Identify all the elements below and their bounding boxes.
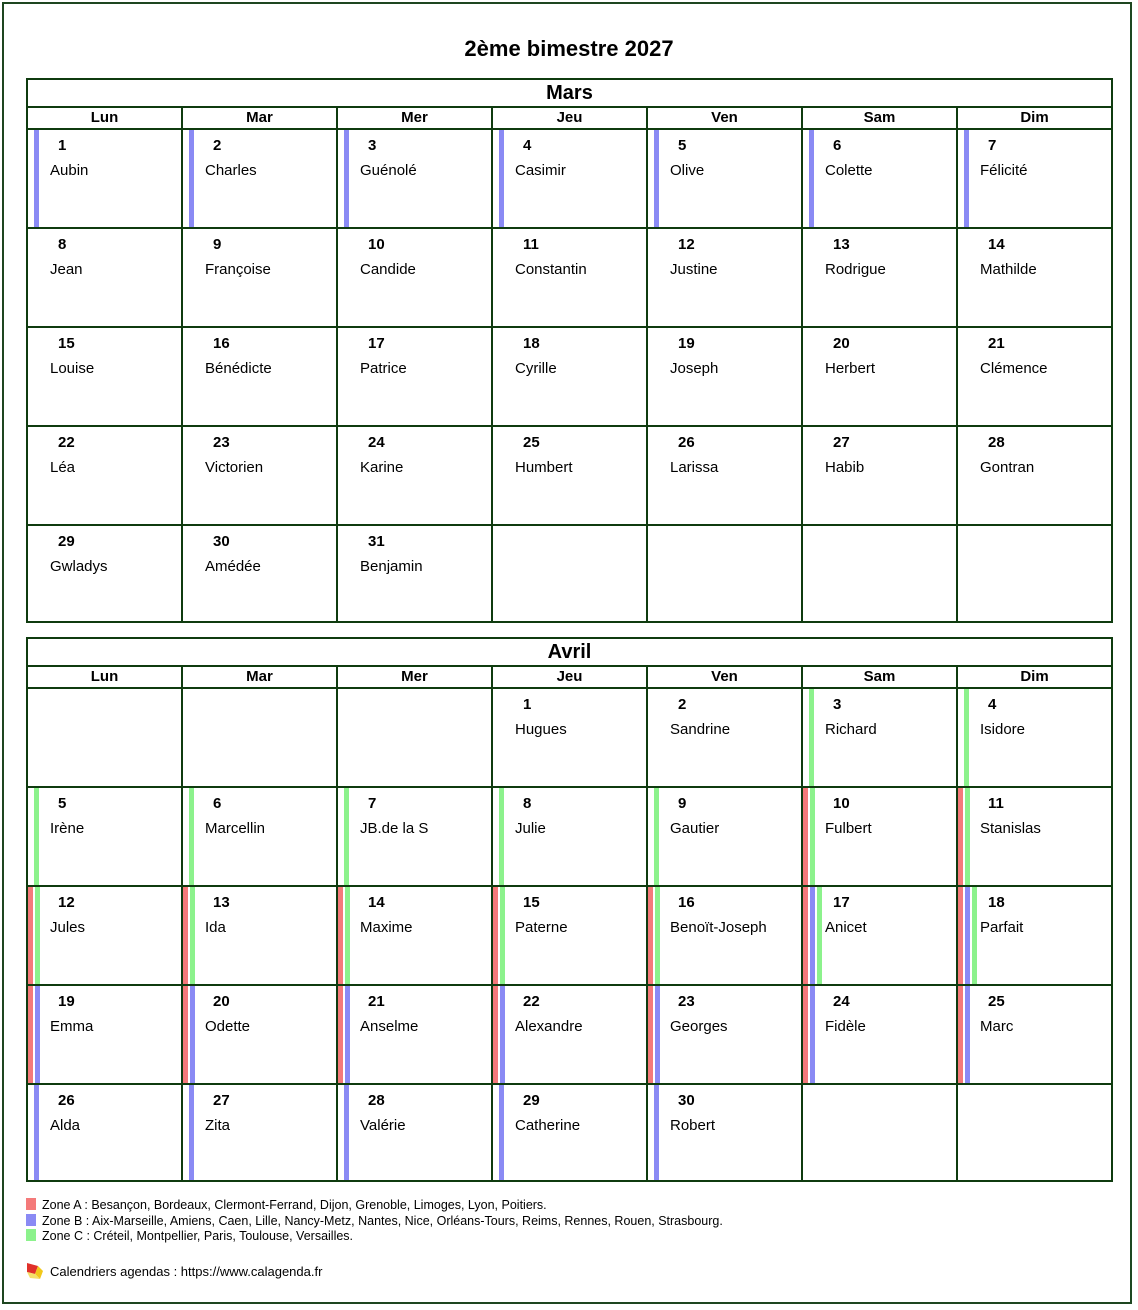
zone-c-holiday-bar (655, 887, 660, 984)
legend-text: Zone A : Besançon, Bordeaux, Clermont-Ferrand, Dijon, Grenoble, Limoges, Lyon, Poitiers. (42, 1198, 547, 1212)
zone-a-holiday-bar (958, 986, 963, 1083)
zone-b-holiday-bar (655, 986, 660, 1083)
day-cell (338, 526, 493, 621)
week-row (28, 526, 1111, 621)
footer (26, 1262, 322, 1280)
empty-day-cell (183, 689, 338, 786)
weekday-header: Sam (803, 667, 958, 687)
day-number: 8 (523, 795, 532, 812)
saint-name: Patrice (360, 360, 407, 377)
day-cell (28, 788, 183, 885)
day-number: 14 (988, 236, 1005, 253)
empty-day-cell (28, 689, 183, 786)
saint-name: Gwladys (50, 558, 108, 575)
zone-a-holiday-bar (493, 887, 498, 984)
day-number: 13 (833, 236, 850, 253)
day-number: 29 (523, 1092, 540, 1109)
week-row (28, 689, 1111, 788)
saint-name: Marcellin (205, 820, 266, 837)
saint-name: Fulbert (825, 820, 872, 837)
zone-c-holiday-bar (189, 788, 194, 885)
zone-b-holiday-bar (965, 887, 970, 984)
day-cell (183, 986, 338, 1083)
day-number: 18 (988, 894, 1005, 911)
saint-name: Justine (670, 261, 718, 278)
day-cell (803, 130, 958, 227)
day-cell (183, 328, 338, 425)
day-cell (338, 887, 493, 984)
zone-c-holiday-bar (964, 689, 969, 786)
day-cell (183, 229, 338, 326)
day-cell (803, 427, 958, 524)
zone-a-holiday-bar (803, 788, 808, 885)
month-name: Avril (28, 639, 1111, 667)
saint-name: Parfait (980, 919, 1024, 936)
weekday-header: Jeu (493, 108, 648, 128)
day-number: 17 (833, 894, 850, 911)
saint-name: Sandrine (670, 721, 731, 738)
day-cell (803, 229, 958, 326)
empty-day-cell (958, 1085, 1111, 1180)
saint-name: Zita (205, 1117, 231, 1134)
week-row (28, 229, 1111, 328)
day-number: 11 (988, 795, 1004, 812)
saint-name: Marc (980, 1018, 1014, 1035)
saint-name: Françoise (205, 261, 271, 278)
zone-b-holiday-bar (499, 130, 504, 227)
weekday-header: Ven (648, 667, 803, 687)
zone-a-holiday-bar (338, 986, 343, 1083)
day-cell (493, 328, 648, 425)
day-number: 5 (678, 137, 687, 154)
day-cell (648, 788, 803, 885)
saint-name: Félicité (980, 162, 1028, 179)
legend-item (26, 1198, 547, 1212)
day-number: 10 (368, 236, 385, 253)
day-number: 31 (368, 533, 385, 550)
day-number: 10 (833, 795, 850, 812)
legend-item (26, 1229, 353, 1243)
day-number: 26 (58, 1092, 75, 1109)
day-cell (28, 427, 183, 524)
day-number: 2 (213, 137, 222, 154)
zone-b-holiday-bar (810, 887, 815, 984)
saint-name: Casimir (515, 162, 566, 179)
day-cell (958, 986, 1111, 1083)
saint-name: Gautier (670, 820, 720, 837)
footer-text: Calendriers agendas : https://www.calagenda.fr (50, 1264, 323, 1279)
day-cell (958, 427, 1111, 524)
day-cell (958, 229, 1111, 326)
zone-a-holiday-bar (28, 986, 33, 1083)
weekday-header: Lun (28, 108, 183, 128)
legend-text: Zone B : Aix-Marseille, Amiens, Caen, Lille, Nancy-Metz, Nantes, Nice, Orléans-Tours, Reims, Rennes, Rouen, Strasbourg. (42, 1213, 723, 1228)
day-cell (958, 887, 1111, 984)
zone-c-holiday-bar (965, 788, 970, 885)
day-number: 23 (213, 434, 230, 451)
zone-c-holiday-bar (972, 887, 977, 984)
empty-day-cell (958, 526, 1111, 621)
saint-name: Léa (50, 459, 76, 476)
saint-name: Olive (670, 162, 705, 179)
week-row (28, 887, 1111, 986)
saint-name: Richard (825, 721, 877, 738)
saint-name: Isidore (980, 721, 1026, 738)
weekday-header: Mer (338, 667, 493, 687)
empty-day-cell (493, 526, 648, 621)
weekday-header: Mar (183, 667, 338, 687)
legend-swatch (26, 1229, 36, 1241)
zone-b-holiday-bar (35, 986, 40, 1083)
zone-c-holiday-bar (810, 788, 815, 885)
day-cell (958, 130, 1111, 227)
weekday-header: Jeu (493, 667, 648, 687)
zone-a-holiday-bar (183, 887, 188, 984)
saint-name: Gontran (980, 459, 1035, 476)
day-number: 15 (58, 335, 75, 352)
zone-b-holiday-bar (810, 986, 815, 1083)
zone-a-holiday-bar (648, 887, 653, 984)
zone-b-holiday-bar (344, 130, 349, 227)
zone-b-holiday-bar (345, 986, 350, 1083)
saint-name: Odette (205, 1018, 251, 1035)
calendar-month-mars (26, 78, 1113, 623)
day-number: 28 (368, 1092, 385, 1109)
zone-b-holiday-bar (809, 130, 814, 227)
weekday-header: Lun (28, 667, 183, 687)
day-number: 23 (678, 993, 695, 1010)
zone-c-holiday-bar (345, 887, 350, 984)
day-cell (803, 986, 958, 1083)
day-number: 4 (523, 137, 532, 154)
day-number: 2 (678, 696, 687, 713)
saint-name: Charles (205, 162, 257, 179)
day-number: 19 (58, 993, 75, 1010)
empty-day-cell (803, 526, 958, 621)
zone-a-holiday-bar (958, 887, 963, 984)
day-cell (28, 328, 183, 425)
day-cell (648, 887, 803, 984)
day-cell (493, 689, 648, 786)
saint-name: Catherine (515, 1117, 581, 1134)
day-number: 12 (678, 236, 695, 253)
day-cell (648, 1085, 803, 1180)
empty-day-cell (338, 689, 493, 786)
empty-day-cell (803, 1085, 958, 1180)
saint-name: Rodrigue (825, 261, 886, 278)
day-number: 4 (988, 696, 997, 713)
day-cell (648, 986, 803, 1083)
zone-a-holiday-bar (493, 986, 498, 1083)
zone-a-holiday-bar (803, 986, 808, 1083)
zone-b-holiday-bar (344, 1085, 349, 1180)
day-cell (28, 526, 183, 621)
day-cell (183, 887, 338, 984)
day-cell (493, 986, 648, 1083)
day-cell (183, 130, 338, 227)
page-title: 2ème bimestre 2027 (464, 36, 674, 61)
day-cell (803, 887, 958, 984)
day-cell (958, 788, 1111, 885)
saint-name: Valérie (360, 1117, 406, 1134)
day-number: 7 (988, 137, 997, 154)
day-cell (338, 788, 493, 885)
week-row (28, 130, 1111, 229)
day-number: 6 (213, 795, 222, 812)
day-number: 14 (368, 894, 385, 911)
day-number: 22 (58, 434, 75, 451)
day-number: 27 (833, 434, 850, 451)
day-cell (183, 1085, 338, 1180)
saint-name: Fidèle (825, 1018, 866, 1035)
day-cell (493, 130, 648, 227)
day-cell (803, 788, 958, 885)
day-number: 16 (213, 335, 230, 352)
saint-name: Alexandre (515, 1018, 583, 1035)
saint-name: Bénédicte (205, 360, 272, 377)
day-number: 1 (523, 696, 532, 713)
zone-a-holiday-bar (28, 887, 33, 984)
zone-c-holiday-bar (817, 887, 822, 984)
day-cell (648, 130, 803, 227)
day-cell (338, 229, 493, 326)
saint-name: Herbert (825, 360, 876, 377)
zone-b-holiday-bar (34, 1085, 39, 1180)
day-number: 9 (213, 236, 222, 253)
day-cell (183, 788, 338, 885)
day-cell (493, 788, 648, 885)
zone-c-holiday-bar (499, 788, 504, 885)
day-cell (338, 427, 493, 524)
day-number: 20 (833, 335, 850, 352)
saint-name: Karine (360, 459, 404, 476)
saint-name: Paterne (515, 919, 568, 936)
saint-name: Colette (825, 162, 873, 179)
saint-name: Georges (670, 1018, 728, 1035)
day-number: 27 (213, 1092, 230, 1109)
zone-a-holiday-bar (803, 887, 808, 984)
day-number: 6 (833, 137, 842, 154)
day-number: 24 (833, 993, 850, 1010)
day-number: 25 (988, 993, 1005, 1010)
day-cell (338, 1085, 493, 1180)
saint-name: Jean (50, 261, 83, 278)
saint-name: Anicet (825, 919, 867, 936)
day-number: 25 (523, 434, 540, 451)
zone-c-holiday-bar (35, 887, 40, 984)
day-number: 13 (213, 894, 230, 911)
day-cell (648, 689, 803, 786)
weekday-header: Mar (183, 108, 338, 128)
day-cell (28, 887, 183, 984)
weekday-header: Dim (1020, 109, 1049, 126)
day-number: 3 (368, 137, 377, 154)
day-cell (493, 887, 648, 984)
zone-c-holiday-bar (190, 887, 195, 984)
legend-swatch (26, 1214, 36, 1226)
day-cell (28, 986, 183, 1083)
zone-a-holiday-bar (648, 986, 653, 1083)
saint-name: Louise (50, 360, 95, 377)
day-number: 18 (523, 335, 540, 352)
zone-a-holiday-bar (958, 788, 963, 885)
day-cell (648, 427, 803, 524)
zone-a-holiday-bar (338, 887, 343, 984)
weekday-header: Ven (648, 108, 803, 128)
week-row (28, 1085, 1111, 1180)
day-cell (648, 328, 803, 425)
saint-name: Joseph (670, 360, 719, 377)
saint-name: Irène (50, 820, 85, 837)
zone-a-holiday-bar (183, 986, 188, 1083)
zone-c-holiday-bar (500, 887, 505, 984)
saint-name: Humbert (515, 459, 573, 476)
zone-b-holiday-bar (654, 1085, 659, 1180)
day-number: 21 (368, 993, 385, 1010)
weekday-header: Sam (803, 108, 958, 128)
zone-c-holiday-bar (654, 788, 659, 885)
zone-c-holiday-bar (344, 788, 349, 885)
day-cell (28, 1085, 183, 1180)
day-cell (648, 229, 803, 326)
legend-swatch (26, 1198, 36, 1210)
saint-name: Mathilde (980, 261, 1037, 278)
weekday-header: Mer (338, 108, 493, 128)
day-number: 11 (523, 236, 539, 253)
saint-name: Clémence (980, 360, 1048, 377)
saint-name: Aubin (50, 162, 89, 179)
saint-name: Hugues (515, 721, 567, 738)
saint-name: JB.de la S (360, 820, 429, 837)
day-number: 15 (523, 894, 540, 911)
zone-b-holiday-bar (964, 130, 969, 227)
day-cell (493, 229, 648, 326)
day-number: 21 (988, 335, 1005, 352)
day-cell (493, 427, 648, 524)
saint-name: Cyrille (515, 360, 557, 377)
day-cell (958, 328, 1111, 425)
day-cell (28, 130, 183, 227)
day-number: 29 (58, 533, 75, 550)
saint-name: Jules (50, 919, 86, 936)
day-number: 1 (58, 137, 67, 154)
day-number: 8 (58, 236, 67, 253)
weekday-header-row (28, 108, 1111, 130)
week-row (28, 328, 1111, 427)
day-cell (183, 526, 338, 621)
saint-name: Benoït-Joseph (670, 919, 767, 936)
saint-name: Guénolé (360, 162, 417, 179)
day-number: 12 (58, 894, 75, 911)
day-cell (338, 130, 493, 227)
day-cell (803, 689, 958, 786)
saint-name: Alda (50, 1117, 81, 1134)
day-number: 30 (213, 533, 230, 550)
empty-day-cell (648, 526, 803, 621)
legend-text: Zone C : Créteil, Montpellier, Paris, Toulouse, Versailles. (42, 1229, 354, 1243)
saint-name: Ida (205, 919, 226, 936)
saint-name: Emma (50, 1018, 94, 1035)
saint-name: Larissa (670, 459, 719, 476)
week-row (28, 427, 1111, 526)
zone-c-holiday-bar (809, 689, 814, 786)
day-number: 16 (678, 894, 695, 911)
weekday-header-row (28, 667, 1111, 689)
day-number: 20 (213, 993, 230, 1010)
day-cell (338, 986, 493, 1083)
day-cell (493, 1085, 648, 1180)
zone-b-holiday-bar (189, 130, 194, 227)
day-cell (803, 328, 958, 425)
day-number: 30 (678, 1092, 695, 1109)
zone-b-holiday-bar (34, 130, 39, 227)
zone-b-holiday-bar (500, 986, 505, 1083)
day-number: 22 (523, 993, 540, 1010)
saint-name: Stanislas (980, 820, 1041, 837)
zone-b-holiday-bar (965, 986, 970, 1083)
week-row (28, 986, 1111, 1085)
zone-b-holiday-bar (190, 986, 195, 1083)
day-number: 28 (988, 434, 1005, 451)
saint-name: Victorien (205, 459, 264, 476)
saint-name: Amédée (205, 558, 261, 575)
day-number: 17 (368, 335, 385, 352)
day-cell (28, 229, 183, 326)
zone-b-holiday-bar (189, 1085, 194, 1180)
saint-name: Habib (825, 459, 865, 476)
day-cell (338, 328, 493, 425)
saint-name: Anselme (360, 1018, 419, 1035)
calendar-month-avril (26, 637, 1113, 1182)
zone-b-holiday-bar (499, 1085, 504, 1180)
saint-name: Maxime (360, 919, 413, 936)
day-number: 26 (678, 434, 695, 451)
weekday-header: Dim (1020, 668, 1049, 685)
day-number: 3 (833, 696, 842, 713)
calagenda-logo-icon (26, 1262, 44, 1280)
day-cell (183, 427, 338, 524)
day-number: 19 (678, 335, 695, 352)
month-name: Mars (28, 80, 1111, 108)
day-number: 7 (368, 795, 377, 812)
week-row (28, 788, 1111, 887)
day-cell (958, 689, 1111, 786)
saint-name: Julie (515, 820, 546, 837)
day-number: 9 (678, 795, 687, 812)
day-number: 24 (368, 434, 385, 451)
zone-c-holiday-bar (34, 788, 39, 885)
legend-item (26, 1214, 723, 1228)
day-number: 5 (58, 795, 67, 812)
saint-name: Constantin (515, 261, 587, 278)
saint-name: Robert (670, 1117, 716, 1134)
saint-name: Candide (360, 261, 416, 278)
zone-b-holiday-bar (654, 130, 659, 227)
saint-name: Benjamin (360, 558, 423, 575)
